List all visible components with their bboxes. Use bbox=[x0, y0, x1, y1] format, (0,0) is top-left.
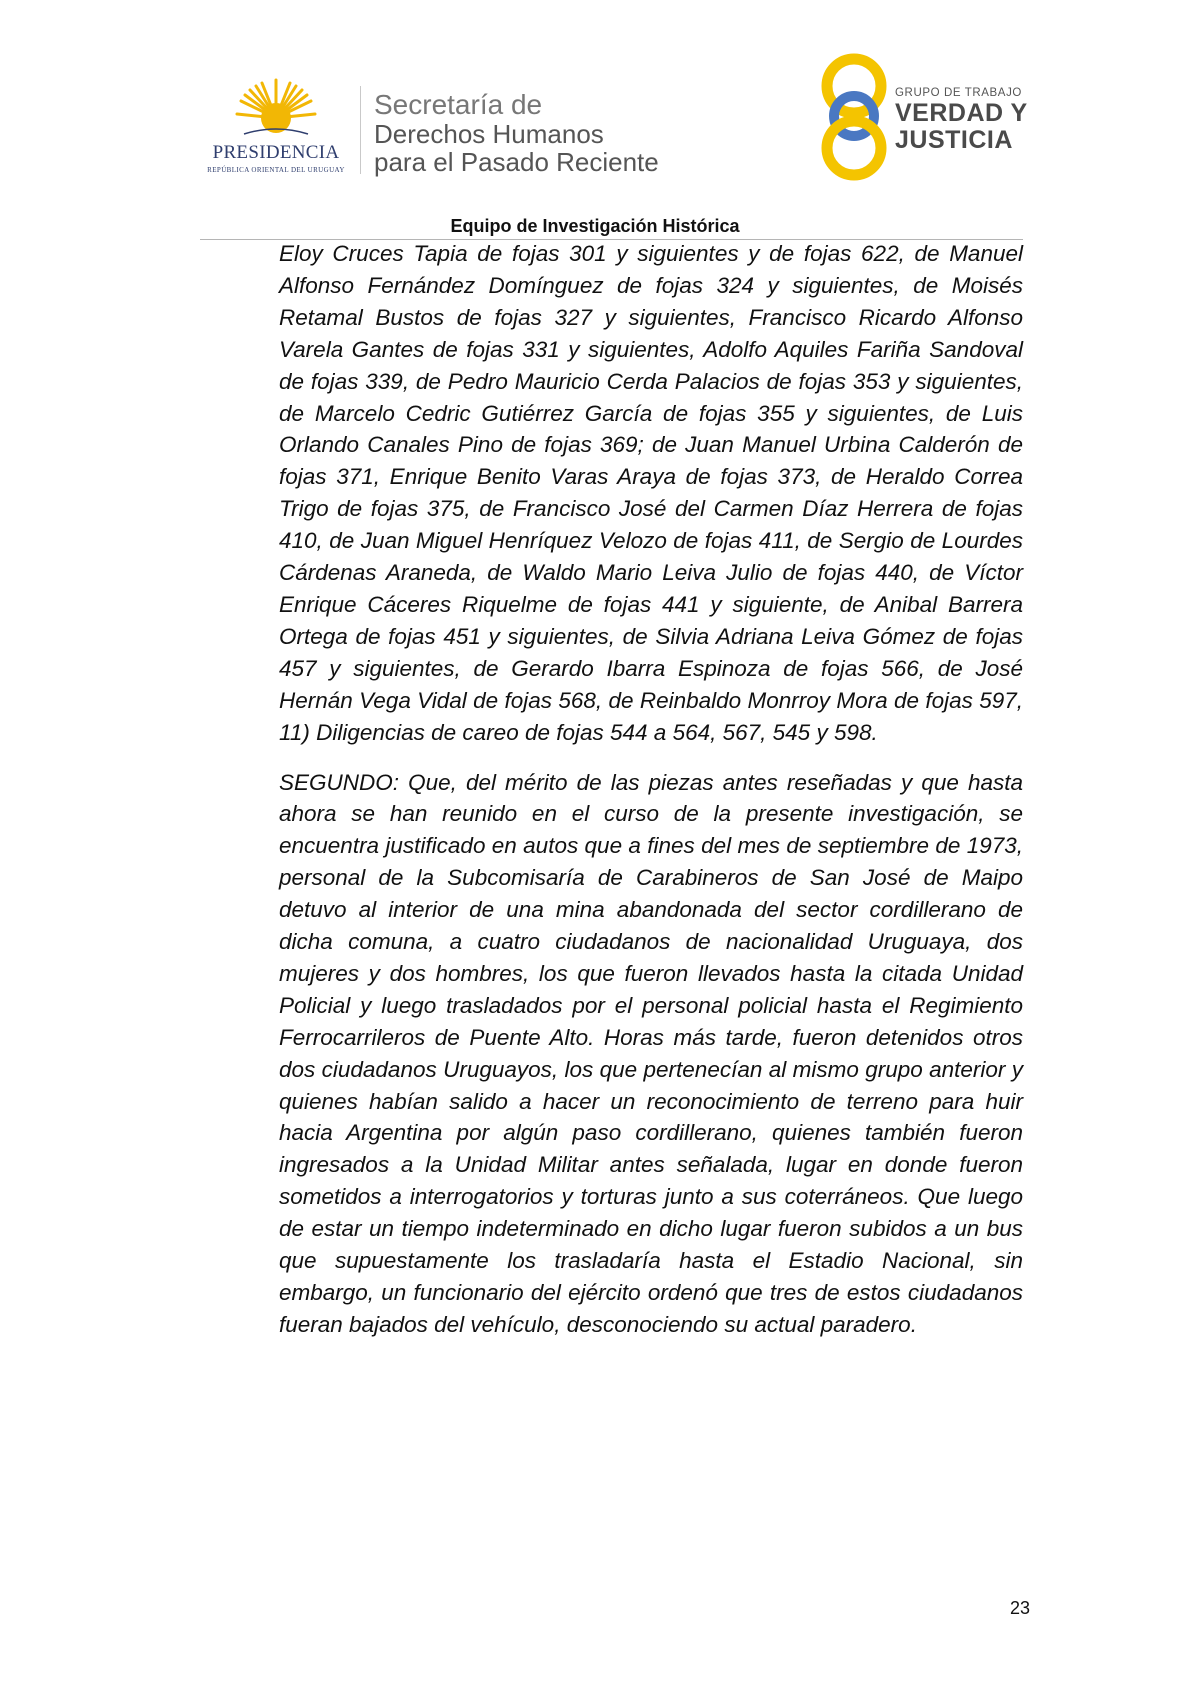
verdad-justicia-rings-icon bbox=[818, 52, 890, 182]
gtvj-line-1: GRUPO DE TRABAJO bbox=[895, 87, 1022, 99]
secretaria-logo-text bbox=[374, 90, 734, 176]
presidencia-subtitle: REPÚBLICA ORIENTAL DEL URUGUAY bbox=[207, 166, 345, 174]
verdad-justicia-logo-text bbox=[895, 86, 1035, 154]
paragraph-1: Eloy Cruces Tapia de fojas 301 y siguientes y de fojas 622, de Manuel Alfonso Fernández Domínguez de fojas 324 y siguientes, de Moisés Retamal Bustos de fojas 327 y siguientes, Francisco Ricardo Alfonso Varela Gantes de fojas 331 y siguientes, Adolfo Aquiles Fariña Sandoval de fojas 339, de Pedro Mauricio Cerda Palacios de fojas 353 y siguientes, de Marcelo Cedric Gutiérrez García de fojas 355 y siguientes, de Luis Orlando Canales Pino de fojas 369; de Juan Manuel Urbina Calderón de fojas 371, Enrique Benito Varas Araya de fojas 373, de Heraldo Correa Trigo de fojas 375, de Francisco José del Carmen Díaz Herrera de fojas 410, de Juan Miguel Henríquez Velozo de fojas 411, de Sergio de Lourdes Cárdenas Araneda, de Waldo Mario Leiva Julio de fojas 440, de Víctor Enrique Cáceres Riquelme de fojas 441 y siguiente, de Anibal Barrera Ortega de fojas 451 y siguientes, de Silvia Adriana Leiva Gómez de fojas 457 y siguientes, de Gerardo Ibarra Espinoza de fojas 566, de José Hernán Vega Vidal de fojas 568, de Reinbaldo Monrroy Mora de fojas 597, 11) Diligencias de careo de fojas 544 a 564, 567, 545 y 598. bbox=[279, 241, 1023, 745]
header-divider bbox=[360, 86, 361, 174]
secretaria-line-3: para el Pasado Reciente bbox=[374, 147, 659, 177]
page-number: 23 bbox=[1009, 1598, 1030, 1618]
document-body bbox=[279, 238, 1023, 1341]
paragraph-2: SEGUNDO: Que, del mérito de las piezas antes reseñadas y que hasta ahora se han reunido en el curso de la presente investigación, se encuentra justificado en autos que a fines del mes de septiembre de 1973, personal de la Subcomisaría de Carabineros de San José de Maipo detuvo al interior de una mina abandonada del sector cordillerano de dicha comuna, a cuatro ciudadanos de nacionalidad Uruguaya, dos mujeres y dos hombres, los que fueron llevados hasta la citada Unidad Policial y luego trasladados por el personal policial hasta el Regimiento Ferrocarrileros de Puente Alto. Horas más tarde, fueron detenidos otros dos ciudadanos Uruguayos, los que pertenecían al mismo grupo anterior y quienes habían salido a hacer un reconocimiento de terreno para huir hacia Argentina por algún paso cordillerano, quienes también fueron ingresados a la Unidad Militar antes señalada, lugar en donde fueron sometidos a interrogatorios y torturas junto a sus coterráneos. Que luego de estar un tiempo indeterminado en dicho lugar fueron subidos a un bus que supuestamente los trasladaría hasta el Estadio Nacional, sin embargo, un funcionario del ejército ordenó que tres de estos ciudadanos fueran bajados del vehículo, desconociendo su actual paradero. bbox=[279, 769, 1023, 1337]
gtvj-line-3: JUSTICIA bbox=[895, 126, 1013, 154]
secretaria-line-1: Secretaría de bbox=[374, 89, 543, 120]
presidencia-name: PRESIDENCIA bbox=[212, 142, 340, 163]
gtvj-line-2: VERDAD Y bbox=[895, 99, 1028, 127]
sun-emblem-icon bbox=[234, 78, 318, 140]
secretaria-line-2: Derechos Humanos bbox=[374, 119, 604, 149]
presidencia-logo bbox=[196, 78, 356, 178]
team-title: Equipo de Investigación Histórica bbox=[450, 216, 740, 236]
